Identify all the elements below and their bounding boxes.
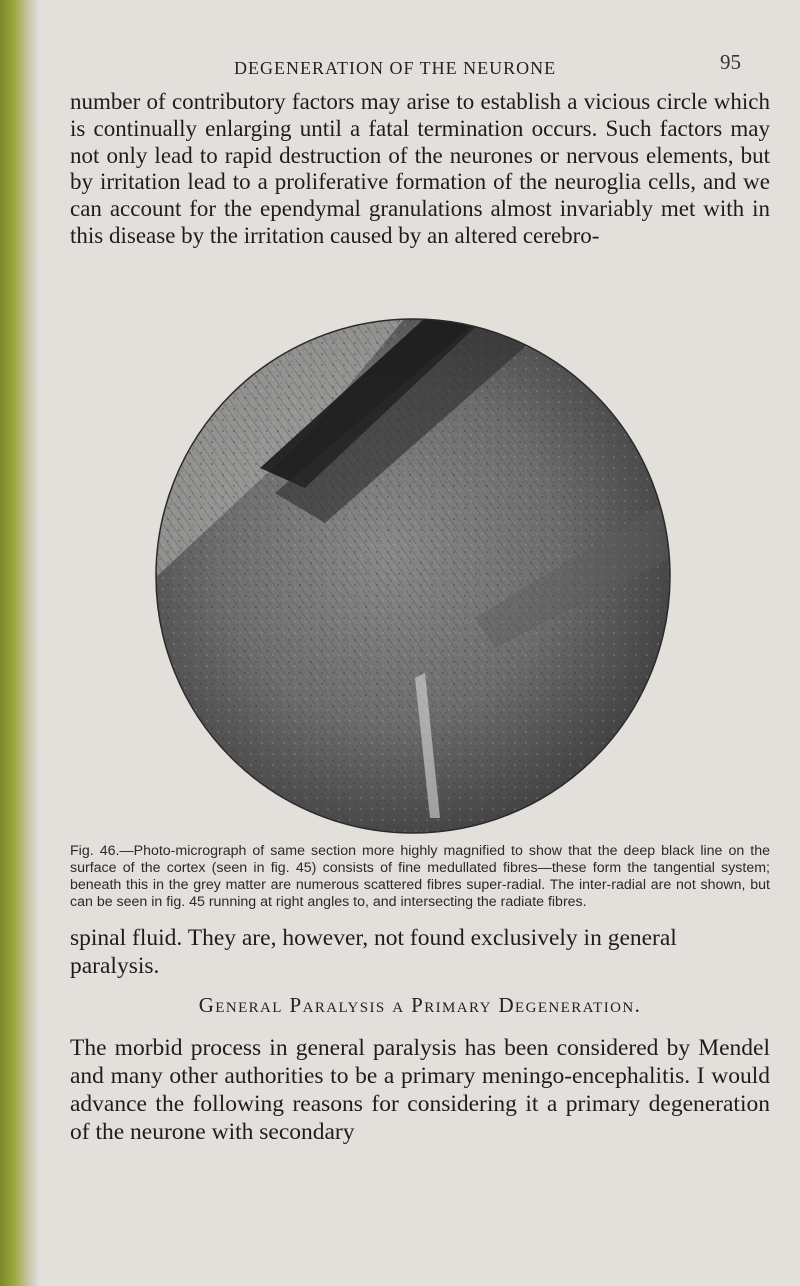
paragraph-body: The morbid process in general paralysis has been considered by Mendel and many other authorities to be a primary meningo-encephalitis. I would advance the following reasons for considering it a primary degeneration of the neurone with secondary <box>70 1035 770 1145</box>
running-head: DEGENERATION OF THE NEURONE <box>234 58 557 78</box>
page-number: 95 <box>720 50 741 74</box>
photo-micrograph-image <box>155 318 671 834</box>
page-binding-edge <box>0 0 38 1286</box>
paragraph-after-figure: spinal fluid. They are, however, not found exclusively in general paralysis. <box>70 925 677 979</box>
figure-caption: Fig. 46.—Photo-micrograph of same section more highly magnified to show that the deep black line on the surface of the cortex (seen in fig. 45) consists of fine medullated fibres—these form the tangential system; beneath this in the grey matter are numerous scattered fibres super-radial. The inter-radial are not shown, but can be seen in fig. 45 running at right angles to, and intersecting the radiate fibres. <box>70 843 770 910</box>
section-heading: General Paralysis a Primary Degeneration. <box>198 993 642 1017</box>
paragraph-top: number of contributory factors may arise to establish a vicious circle which is continually enlarging until a fatal termination occurs. Such factors may not only lead to rapid destruction of the neurones or nervous elements, but by irritation lead to a proliferative formation of the neuroglia cells, and we can account for the ependymal granulations almost invariably met with in this disease by the irritation caused by an altered cerebro- <box>70 89 770 248</box>
